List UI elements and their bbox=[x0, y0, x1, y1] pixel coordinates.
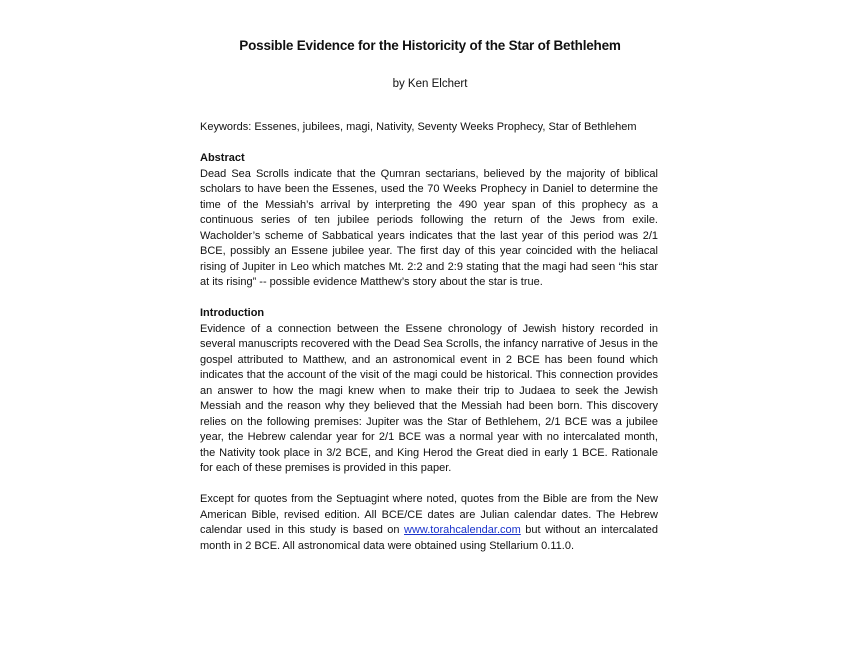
conventions-text-after: but without an intercalated month in 2 BCE. All astronomical data were obtained using Stellarium 0.11.0. bbox=[200, 524, 658, 552]
abstract-text: Dead Sea Scrolls indicate that the Qumran sectarians, believed by the majority of biblical scholars to have been the Essenes, used the 70 Weeks Prophecy in Daniel to determine the time of the Messiah’s arrival by interpreting the 490 year span of this prophecy as a continuous series of ten jubilee periods following the return of the Jews from exile. Wacholder’s scheme of Sabbatical years indicates that the last year of this period was 2/1 BCE, possibly an Essene jubilee year. The first day of this year coincided with the heliacal rising of Jupiter in Leo which matches Mt. 2:2 and 2:9 stating that the magi had seen “his star at its rising” -- possible evidence Matthew’s story about the star is true. bbox=[200, 167, 658, 288]
introduction-heading: Introduction bbox=[200, 307, 265, 319]
paper-body bbox=[200, 120, 658, 554]
paper-author: by Ken Elchert bbox=[392, 78, 468, 90]
keywords: Keywords: Essenes, jubilees, magi, Nativity, Seventy Weeks Prophecy, Star of Bethlehem bbox=[200, 121, 637, 133]
introduction-text: Evidence of a connection between the Essene chronology of Jewish history recorded in several manuscripts recovered with the Dead Sea Scrolls, the infancy narrative of Jesus in the gospel attributed to Matthew, and an astronomical event in 2 BCE has been found which indicates that the account of the visit of the magi could be historical. This connection provides an answer to how the magi knew when to make their trip to Judaea to seek the Jewish Messiah and the reason why they believed that the Messiah had been born. This discovery relies on the following premises: Jupiter was the Star of Bethlehem, 2/1 BCE was a jubilee year, the Hebrew calendar year for 2/1 BCE was a normal year with no intercalated month, the Nativity took place in 3/2 BCE, and King Herod the Great died in early 1 BCE. Rationale for each of these premises is provided in this paper. bbox=[200, 322, 658, 474]
paper-title: Possible Evidence for the Historicity of the Star of Bethlehem bbox=[239, 38, 621, 53]
conventions-text-before: Except for quotes from the Septuagint where noted, quotes from the Bible are from the New American Bible, revised edition. All BCE/CE dates are Julian calendar dates. The Hebrew calendar used in this study is based on bbox=[200, 493, 658, 536]
torah-calendar-link[interactable]: www.torahcalendar.com bbox=[404, 524, 521, 536]
conventions-paragraph bbox=[200, 492, 658, 554]
abstract-heading: Abstract bbox=[200, 152, 245, 164]
